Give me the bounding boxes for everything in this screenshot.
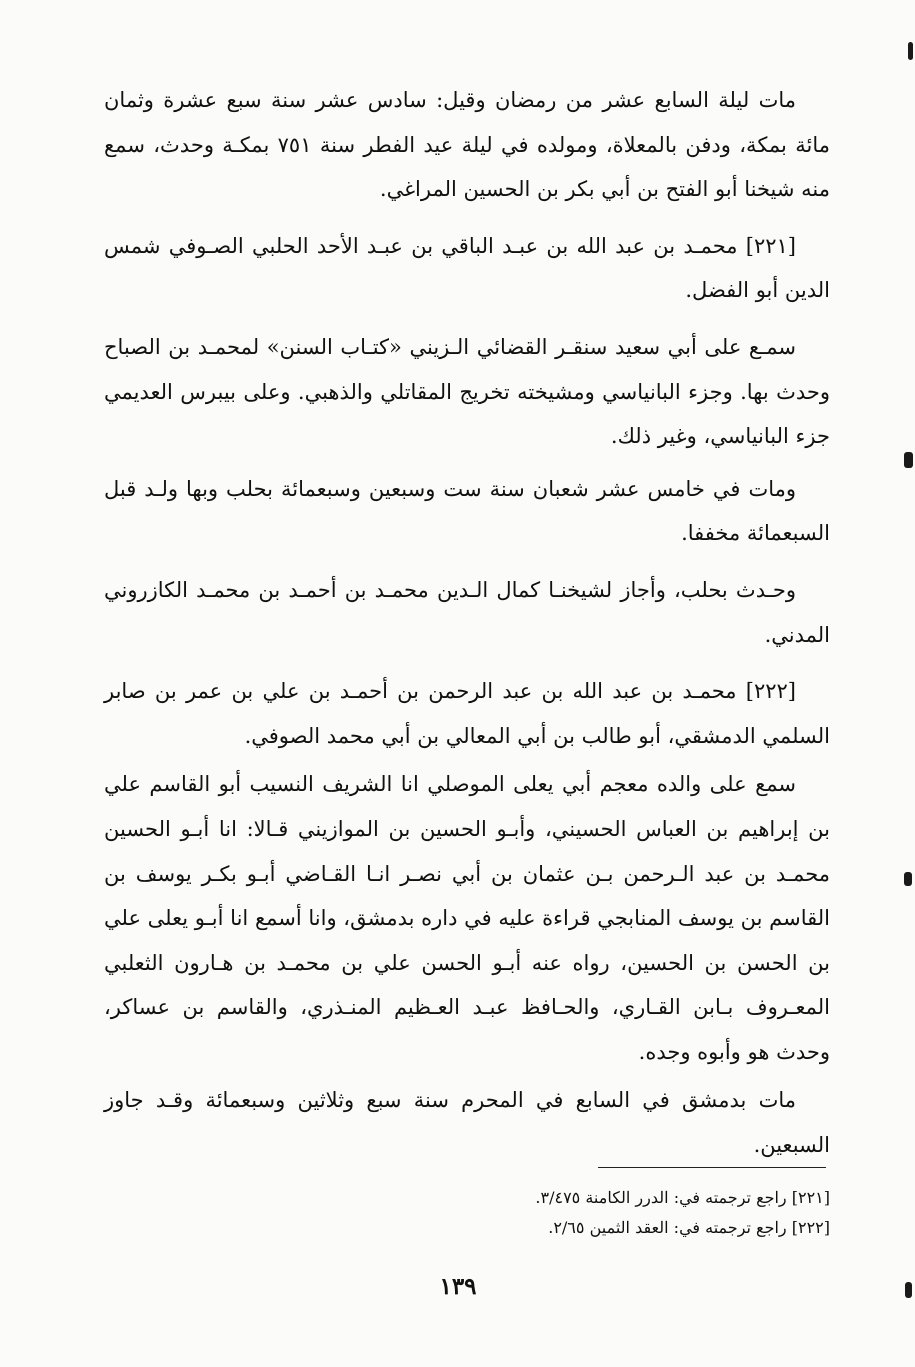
paragraph-4: ومات في خامس عشر شعبان سنة ست وسبعين وسبعمائة بحلب وبها ولـد قبل السبعمائة مخففا.: [104, 476, 830, 546]
entry-221-heading: [٢٢١] محمـد بن عبد الله بن عبـد الباقي بن عبـد الأحد الحلبي الصـوفي شمس الدين أبو الفضل.: [104, 233, 830, 303]
footnote-divider: [598, 1167, 826, 1168]
footnote-222: [٢٢٢] راجع ترجمته في: العقد الثمين ٢/٦٥.: [548, 1218, 830, 1237]
margin-mark-middle: [904, 452, 913, 468]
page-number: ١٣٩: [439, 1273, 477, 1300]
margin-mark-lower: [904, 872, 912, 886]
paragraph-5: وحـدث بحلب، وأجاز لشيخنـا كمال الـدين محمـد بن أحمـد بن محمـد الكازروني المدني.: [104, 577, 830, 647]
margin-mark-bottom: [905, 1282, 912, 1298]
footnote-221: [٢٢١] راجع ترجمته في: الدرر الكامنة ٣/٤٧٥.: [535, 1188, 830, 1207]
main-text: [104, 78, 830, 1168]
footnotes: [104, 1183, 830, 1243]
paragraph-1: مات ليلة السابع عشر من رمضان وقيل: سادس عشر سنة سبع عشرة وثمان مائة بمكة، ودفن بالمعلاة، ومولده في ليلة عيد الفطر سنة ٧٥١ بمكـة وحدث، سمع منه شيخنا أبو الفتح بن أبي بكر بن الحسين المراغي.: [104, 88, 830, 202]
paragraph-3: سمـع على أبي سعيد سنقـر القضائي الـزيني «كتـاب السنن» لمحمـد بن الصباح وحدث بها. وجزء البانياسي ومشيخته تخريج المقاتلي والذهبي. وعلى بيبرس العديمي جزء البانياسي، وغير ذلك.: [104, 334, 831, 449]
paragraph-8: مات بدمشق في السابع في المحرم سنة سبع وثلاثين وسبعمائة وقـد جاوز السبعين.: [104, 1088, 830, 1158]
paragraph-7: سمع على والده معجم أبي يعلى الموصلي انا الشريف النسيب أبو القاسم علي بن إبراهيم بن العباس الحسيني، وأبـو الحسين بن الموازيني قـالا: انا أبـو الحسين محمـد بن عبد الـرحمن بـن عثمان بن أبي نصـر انـا القـاضي أبـو بكـر يوسف بن القاسم بن يوسف المنابجي قراءة عليه في داره بدمشق، وانا أسمع انا أبـو يعلى علي بن الحسن بن الحسين، رواه عنه أبـو الحسن علي بن محمـد بن هـارون الثعلبي المعـروف بـابن القـاري، والحـافظ عبـد العـظيم المنـذري، والقاسم بن عساكر، وحدث هو وأبوه وجده.: [104, 772, 830, 1064]
entry-222-heading: [٢٢٢] محمـد بن عبد الله بن عبد الرحمن بن أحمـد بن علي بن عمر بن صابر السلمي الدمشقي، أبو طالب بن أبي المعالي بن أبي محمد الصوفي.: [104, 679, 830, 748]
margin-mark-top: [908, 42, 913, 60]
